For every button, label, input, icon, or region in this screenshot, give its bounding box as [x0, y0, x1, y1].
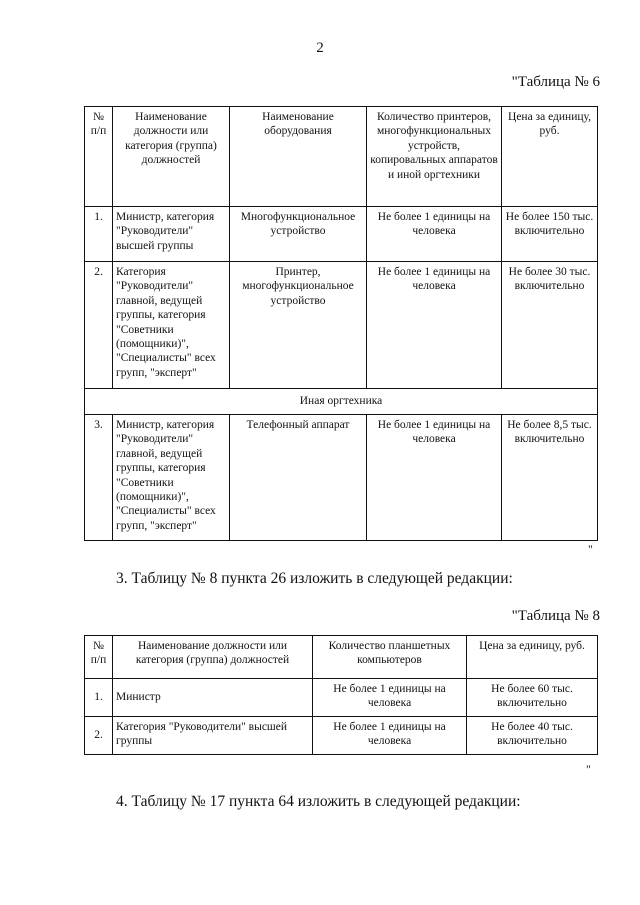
- cell-price: Не более 40 тыс. включительно: [467, 717, 598, 755]
- cell-quantity: Не более 1 единицы на человека: [367, 262, 502, 389]
- cell-price: Не более 60 тыс. включительно: [467, 679, 598, 717]
- table-8: [84, 635, 598, 755]
- paragraph-4: 4. Таблицу № 17 пункта 64 изложить в следующей редакции:: [116, 793, 521, 810]
- cell-number: 2.: [85, 262, 113, 389]
- cell-equipment: Многофункциональное устройство: [230, 207, 367, 262]
- cell-position: Категория "Руководители" высшей группы: [113, 717, 313, 755]
- table-header-row: [85, 636, 598, 679]
- table-header-row: [85, 107, 598, 207]
- cell-number: 3.: [85, 415, 113, 541]
- table-row: [85, 207, 598, 262]
- table-6: [84, 106, 598, 541]
- cell-quantity: Не более 1 единицы на человека: [367, 207, 502, 262]
- cell-price: Не более 150 тыс. включительно: [502, 207, 598, 262]
- table6-caption: "Таблица № 6: [511, 74, 600, 90]
- table-row: [85, 679, 598, 717]
- cell-quantity: Не более 1 единицы на человека: [367, 415, 502, 541]
- header-cell: № п/п: [85, 636, 113, 679]
- header-cell: № п/п: [85, 107, 113, 207]
- cell-position: Министр, категория "Руководители" высшей группы: [113, 207, 230, 262]
- table-row: [85, 717, 598, 755]
- cell-position: Категория "Руководители" главной, ведущей группы, категория "Советники (помощники)", "Специалисты" всех групп, "эксперт": [113, 262, 230, 389]
- cell-number: 1.: [85, 679, 113, 717]
- closing-quote: ": [586, 762, 591, 776]
- header-cell: Количество принтеров, многофункциональных устройств, копировальных аппаратов и иной оргтехники: [367, 107, 502, 207]
- table8-caption: "Таблица № 8: [511, 608, 600, 624]
- table-row: [85, 415, 598, 541]
- cell-price: Не более 8,5 тыс. включительно: [502, 415, 598, 541]
- table-row: [85, 262, 598, 389]
- cell-price: Не более 30 тыс. включительно: [502, 262, 598, 389]
- cell-position: Министр: [113, 679, 313, 717]
- cell-quantity: Не более 1 единицы на человека: [313, 717, 467, 755]
- header-cell: Цена за единицу, руб.: [467, 636, 598, 679]
- header-cell: Количество планшетных компьютеров: [313, 636, 467, 679]
- cell-position: Министр, категория "Руководители" главной, ведущей группы, категория "Советники (помощники)", "Специалисты" всех групп, "эксперт": [113, 415, 230, 541]
- paragraph-3: 3. Таблицу № 8 пункта 26 изложить в следующей редакции:: [116, 570, 513, 587]
- header-cell: Наименование оборудования: [230, 107, 367, 207]
- page-number: 2: [316, 40, 324, 56]
- cell-quantity: Не более 1 единицы на человека: [313, 679, 467, 717]
- section-row: [85, 389, 598, 415]
- header-cell: Наименование должности или категория (группа) должностей: [113, 636, 313, 679]
- header-cell: Цена за единицу, руб.: [502, 107, 598, 207]
- section-label: Иная оргтехника: [85, 389, 598, 415]
- cell-equipment: Телефонный аппарат: [230, 415, 367, 541]
- cell-number: 1.: [85, 207, 113, 262]
- cell-equipment: Принтер, многофункциональное устройство: [230, 262, 367, 389]
- header-cell: Наименование должности или категория (группа) должностей: [113, 107, 230, 207]
- closing-quote: ": [588, 542, 593, 556]
- cell-number: 2.: [85, 717, 113, 755]
